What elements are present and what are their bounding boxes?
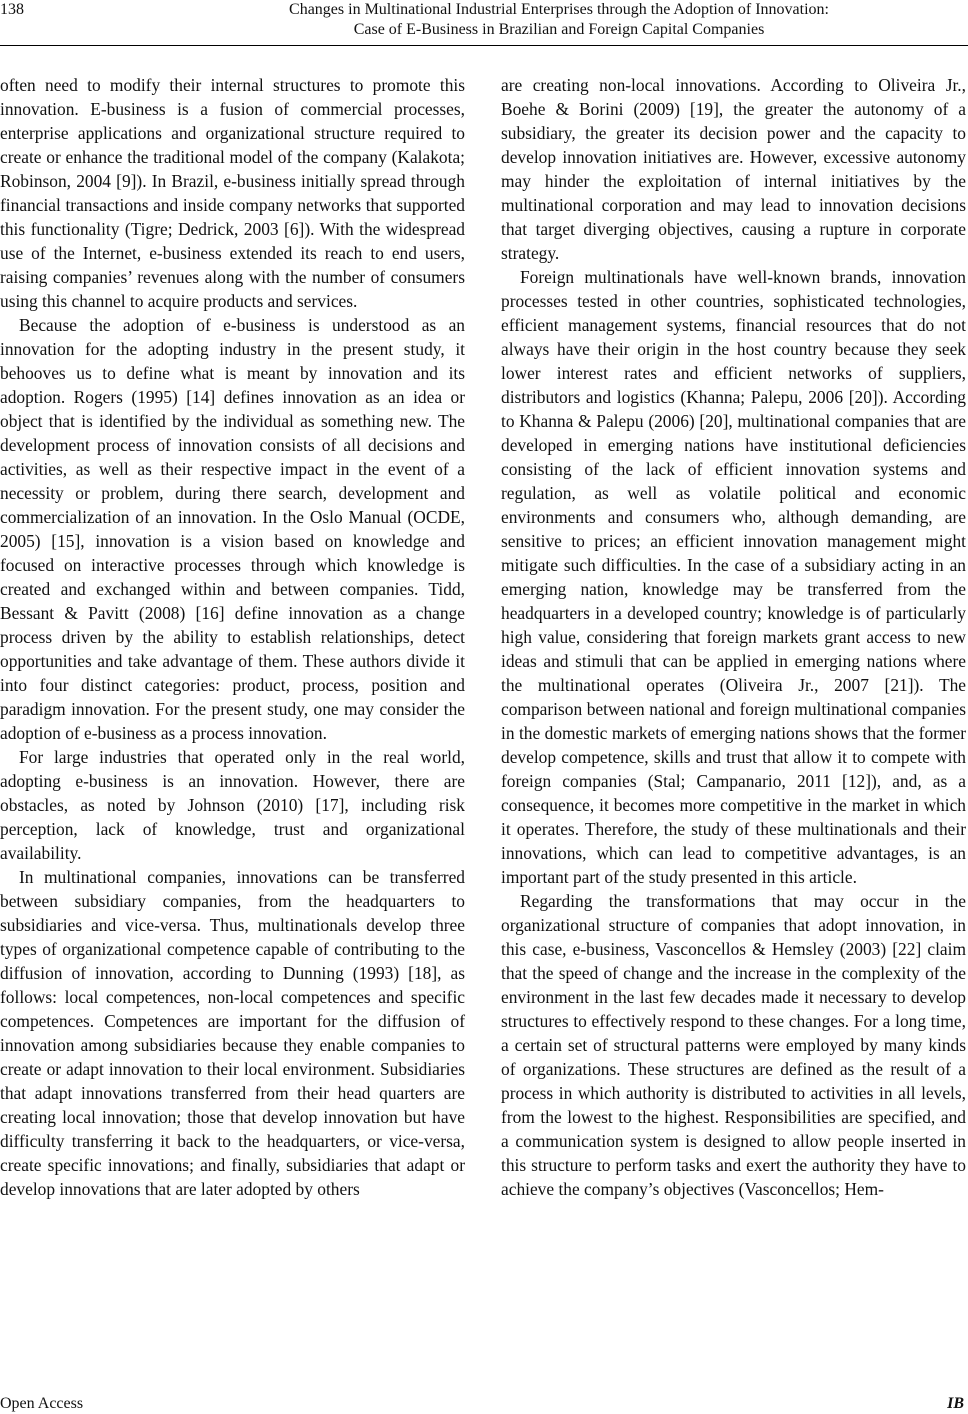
right-column — [501, 73, 966, 1201]
paragraph: For large industries that operated only in the real world, adopting e-business is an innovation. However, there are obstacles, as noted by Johnson (2010) [17], including risk perception, lack of knowledge, trust and organizational availability. — [0, 747, 465, 863]
page-number: 138 — [0, 1, 24, 18]
paragraph: often need to modify their internal structures to promote this innovation. E-business is a fusion of commercial processes, enterprise applications and organizational structure required to create or enhance the traditional model of the company (Kalakota; Robinson, 2004 [9]). In Brazil, e-business initially spread through financial transactions and inside company networks that supported this functionality (Tigre; Dedrick, 2003 [6]). With the widespread use of the Internet, e-business extended its reach to end users, raising companies’ revenues along with the number of consumers using this channel to acquire products and services. — [0, 75, 465, 311]
running-head-line-2: Case of E-Business in Brazilian and Foreign Capital Companies — [353, 21, 765, 38]
footer-journal-abbrev: IB — [947, 1395, 964, 1412]
paragraph: are creating non-local innovations. According to Oliveira Jr., Boehe & Borini (2009) [19], the greater the autonomy of a subsidiary, the greater its decision power and the capacity to develop innovation initiatives are. However, excessive autonomy may hinder the exploitation of internal initiatives by the multinational corporation and may lead to innovation decisions that target diverging objectives, causing a rupture in corporate strategy. — [501, 75, 966, 263]
running-head-line-1: Changes in Multinational Industrial Enterprises through the Adoption of Innovation: — [289, 1, 829, 18]
paragraph: Foreign multinationals have well-known brands, innovation processes tested in other countries, sophisticated technologies, efficient management systems, financial resources that do not always have their origin in the host country because they seek lower interest rates and efficient networks of suppliers, distributors and logistics (Khanna; Palepu, 2006 [20]). According to Khanna & Palepu (2006) [20], multinational companies that are developed in emerging nations have institutional deficiencies consisting of the lack of efficient innovation systems and regulation, as well as volatile political and economic environments and consumers who, although demanding, are sensitive to prices; an efficient innovation management might mitigate such difficulties. In the case of a subsidiary acting in an emerging nation, knowledge may be transferred from the headquarters in a developed country; knowledge is of particularly high value, considering that foreign markets grant access to new ideas and stimuli that can be applied in emerging nations where the multinational operates (Oliveira Jr., 2007 [21]). The comparison between national and foreign multinational companies in the domestic markets of emerging nations shows that the former develop competence, skills and trust that allow it to compete with foreign companies (Stal; Campanario, 2011 [12]), and, as a consequence, it becomes more competitive in the market in which it operates. Therefore, the study of these multinationals and their innovations, which can lead to competitive advantages, is an important part of the study presented in this article. — [501, 267, 966, 887]
paragraph: Because the adoption of e-business is understood as an innovation for the adopting industry in the present study, it behooves us to define what is meant by innovation and its adoption. Rogers (1995) [14] defines innovation as an idea or object that is identified by the individual as something new. The development process of innovation consists of all decisions and activities, as well as their respective impact in the event of a necessity or problem, during there search, development and commercialization of an innovation. In the Oslo Manual (OCDE, 2005) [15], innovation is a vision based on knowledge and focused on interactive processes through which knowledge is created and exchanged within and between companies. Tidd, Bessant & Pavitt (2008) [16] define innovation as a change process driven by the ability to establish relationships, detect opportunities and take advantage of them. These authors divide it into four distinct categories: product, process, position and paradigm innovation. For the present study, one may consider the adoption of e-business as a process innovation. — [0, 315, 465, 743]
header-rule — [0, 45, 968, 46]
paragraph: Regarding the transformations that may occur in the organizational structure of companies that adopt innovation, in this case, e-business, Vasconcellos & Hemsley (2003) [22] claim that the speed of change and the increase in the complexity of the environment in the last few decades made it necessary to develop structures to effectively respond to these changes. For a long time, a certain set of structural patterns were employed by many kinds of organizations. These structures are defined as the result of a process in which authority is distributed to activities in all levels, from the lowest to the highest. Responsibilities are specified, and a communication system is designed to allow people inserted in this structure to perform tasks and exert the authority they have to achieve the company’s objectives (Vasconcellos; Hem- — [501, 891, 966, 1199]
running-head — [150, 0, 968, 40]
left-column — [0, 73, 465, 1201]
paragraph: In multinational companies, innovations can be transferred between subsidiary companies, from the headquarters to subsidiaries and vice-versa. Thus, multinationals develop three types of organizational competence capable of contributing to the diffusion of innovation, according to Dunning (1993) [18], as follows: local competences, non-local competences and specific competences. Competences are important for the diffusion of innovation among subsidiaries because they enable companies to create or adapt innovation to their local environment. Subsidiaries that adapt innovations transferred from their head quarters are creating local innovation; those that develop innovation but have difficulty transferring it back to the headquarters, or vice-versa, create specific innovations; and finally, subsidiaries that adapt or develop innovations that are later adopted by others — [0, 867, 465, 1199]
footer-open-access: Open Access — [0, 1395, 84, 1412]
